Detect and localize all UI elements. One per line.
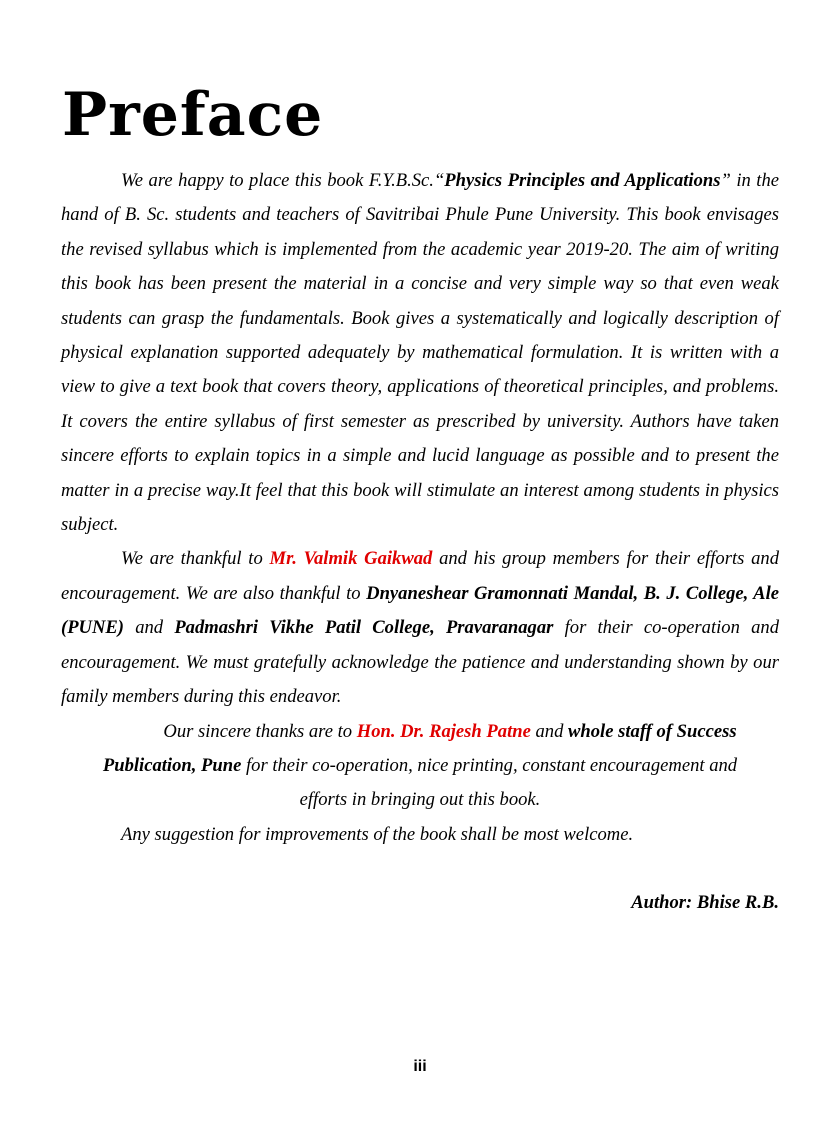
author-signature: Author: Bhise R.B. (631, 892, 779, 914)
thanks-text-2: and his group members for their efforts and encouragement. We are also thankful to (61, 548, 780, 604)
thanks-text-4: for their co-operation and encouragement. We must gratefully acknowledge the patience and understanding shown by our family members during this endeavor. (61, 617, 780, 708)
intro-rest: ” in the hand of B. Sc. students and teachers of Savitribai Phule Pune University. This book envisages the revised syllabus which is implemented from the academic year 2019-20. The aim of writing this book has been present the material in a concise and very simple way so that even weak students can grasp the fundamentals. Book gives a systematically and logically description of physical explanation supported adequately by mathematical formulation. It is written with a view to give a text book that covers theory, applications of theoretical principles, and problems. It covers the entire syllabus of first semester as prescribed by university. Authors have taken sincere efforts to explain topics in a simple and lucid language as possible and to present the matter in a precise way.It feel that this book will stimulate an interest among students in physics subject. (61, 170, 780, 536)
org-vikhe-patil-college: Padmashri Vikhe Patil College, Pravaranagar (174, 617, 554, 639)
org-bj-college: Dnyaneshear Gramonnati Mandal, B. J. College, Ale (PUNE) (61, 582, 779, 639)
page-title: Preface (62, 80, 324, 150)
sincere-text-2: and (530, 720, 569, 742)
name-rajesh-patne: Hon. Dr. Rajesh Patne (356, 720, 531, 742)
book-title: Physics Principles and Applications (444, 170, 721, 191)
paragraph-thanks (61, 542, 779, 714)
paragraph-sincere-thanks (61, 715, 779, 818)
intro-text: We are happy to place this book F.Y.B.Sc.“ (121, 170, 445, 191)
org-success-publication: whole staff of Success Publication, Pune (102, 720, 737, 776)
preface-body (61, 164, 779, 921)
paragraph-suggestion: Any suggestion for improvements of the book shall be most welcome. (121, 823, 634, 845)
paragraph-intro (61, 164, 779, 542)
thanks-text-1: We are thankful to (121, 548, 270, 570)
page-number: iii (413, 1058, 427, 1075)
thanks-text-3: and (124, 617, 175, 639)
name-valmik-gaikwad: Mr. Valmik Gaikwad (269, 548, 433, 570)
sincere-text-1: Our sincere thanks are to (163, 720, 357, 742)
sincere-text-3: for their co-operation, nice printing, constant encouragement and efforts in bringing out this book. (241, 754, 738, 811)
